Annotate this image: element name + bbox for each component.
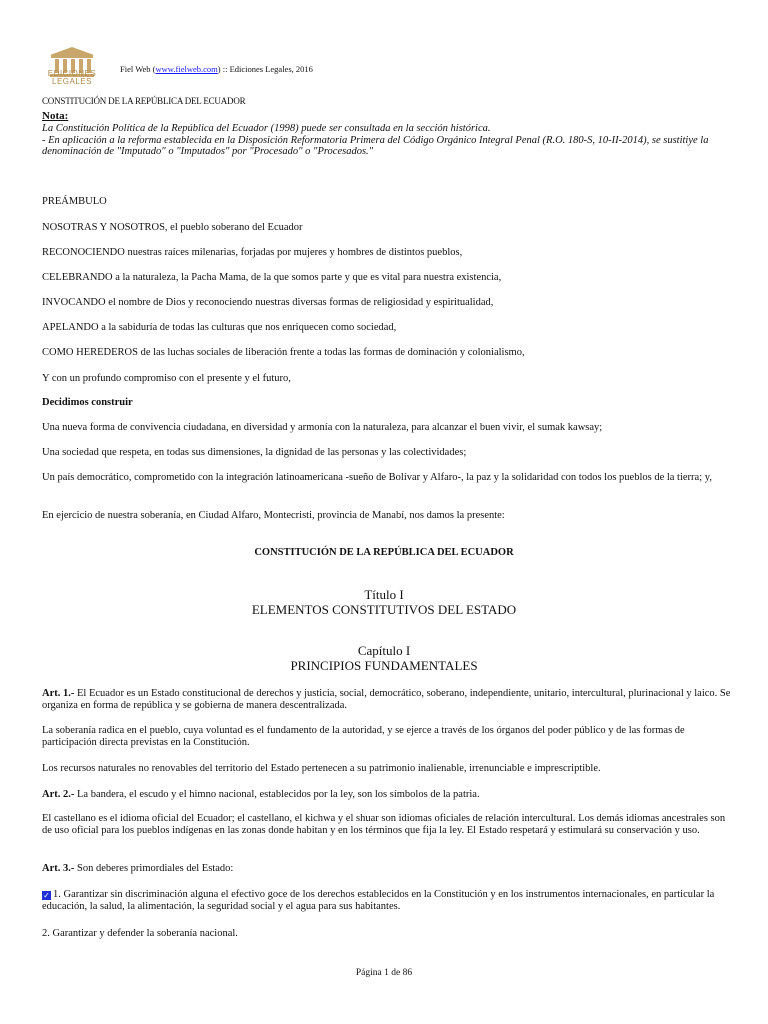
document-title-small: CONSTITUCIÓN DE LA REPÚBLICA DEL ECUADOR — [42, 96, 246, 106]
article-paragraph: El castellano es el idioma oficial del Ecuador; el castellano, el kichwa y el shuar son idiomas oficiales de relación intercultural. Los demás idiomas ancestrales son de uso oficial para los pueblos indígenas en las zonas donde habitan y en los términos que fija la ley. El Estado respetará y estimulará su conservación y uso. — [42, 813, 726, 836]
preamble-paragraph: COMO HEREDEROS de las luchas sociales de liberación frente a todas las formas de dominación y colonialismo, — [42, 347, 525, 358]
constitution-title: CONSTITUCIÓN DE LA REPÚBLICA DEL ECUADOR — [254, 547, 514, 558]
preamble-paragraph: RECONOCIENDO nuestras raíces milenarias, forjadas por mujeres y hombres de distintos pueblos, — [42, 247, 463, 258]
nota-text: La Constitución Política de la República del Ecuador (1998) puede ser consultada en la sección histórica. - En aplicación a la reforma establecida en la Disposición Reformatoria Primera del Código Orgánico Integral Penal (R.O. 180-S, 10-II-2014), se sustitiye la denominación de "Imputado" o "Imputados" por "Procesado" o "Procesados." — [42, 123, 709, 157]
nota-label: Nota: — [42, 110, 69, 122]
preamble-paragraph: INVOCANDO el nombre de Dios y reconociendo nuestras diversas formas de religiosidad y espiritualidad, — [42, 297, 494, 308]
logo-text: EDICIONES LEGALES — [47, 69, 97, 86]
preamble-paragraph: Una nueva forma de convivencia ciudadana, en diversidad y armonía con la naturaleza, para alcanzar el buen vivir, el sumak kawsay; — [42, 422, 603, 433]
preamble-paragraph: APELANDO a la sabiduría de todas las culturas que nos enriquecen como sociedad, — [42, 322, 397, 333]
article-1: Art. 1.- El Ecuador es un Estado constitucional de derechos y justicia, social, democrático, soberano, independiente, unitario, intercultural, plurinacional y laico. Se organiza en forma de república y se gobierna de manera descentralizada. — [42, 688, 731, 711]
preamble-heading: PREÁMBULO — [42, 196, 107, 207]
article-paragraph: La soberanía radica en el pueblo, cuya voluntad es el fundamento de la autoridad, y se ejerce a través de los órganos del poder público y de las formas de participación directa previstas en la Constitución. — [42, 725, 685, 748]
preamble-paragraph: CELEBRANDO a la naturaleza, la Pacha Mama, de la que somos parte y que es vital para nuestra existencia, — [42, 272, 502, 283]
capitulo-label: Capítulo I — [357, 643, 411, 658]
capitulo-name: PRINCIPIOS FUNDAMENTALES — [290, 658, 478, 673]
article-3-item-2: 2. Garantizar y defender la soberanía nacional. — [42, 928, 238, 939]
preamble-paragraph: Decidimos construir — [42, 397, 133, 408]
titulo-label: Título I — [364, 587, 404, 602]
preamble-paragraph: En ejercicio de nuestra soberanía, en Ciudad Alfaro, Montecristi, provincia de Manabí, nos damos la presente: — [42, 510, 505, 521]
titulo-name: ELEMENTOS CONSTITUTIVOS DEL ESTADO — [251, 602, 517, 617]
header-source: Fiel Web (www.fielweb.com) :: Ediciones Legales, 2016 — [120, 64, 313, 74]
preamble-paragraph: Una sociedad que respeta, en todas sus dimensiones, la dignidad de las personas y las colectividades; — [42, 447, 467, 458]
preamble-paragraph: Un país democrático, comprometido con la integración latinoamericana -sueño de Bolívar y Alfaro-, la paz y la solidaridad con todos los pueblos de la tierra; y, — [42, 472, 712, 483]
article-2: Art. 2.- La bandera, el escudo y el himno nacional, establecidos por la ley, son los símbolos de la patria. — [42, 789, 480, 800]
preamble-paragraph: NOSOTRAS Y NOSOTROS, el pueblo soberano del Ecuador — [42, 222, 303, 233]
article-3-item-1: ✓ 1. Garantizar sin discriminación alguna el efectivo goce de los derechos establecidos en la Constitución y en los instrumentos internacionales, en particular la educación, la salud, la alimentación, la seguridad social y el agua para sus habitantes. — [42, 889, 715, 912]
fielweb-link[interactable]: www.fielweb.com — [155, 64, 218, 74]
checkmark-icon[interactable]: ✓ — [43, 891, 50, 900]
article-paragraph: Los recursos naturales no renovables del territorio del Estado pertenecen a su patrimonio inalienable, irrenunciable e imprescriptible. — [42, 763, 601, 774]
article-3: Art. 3.- Son deberes primordiales del Estado: — [42, 863, 234, 874]
preamble-paragraph: Y con un profundo compromiso con el presente y el futuro, — [42, 373, 291, 384]
page-number: Página 1 de 86 — [355, 968, 413, 978]
